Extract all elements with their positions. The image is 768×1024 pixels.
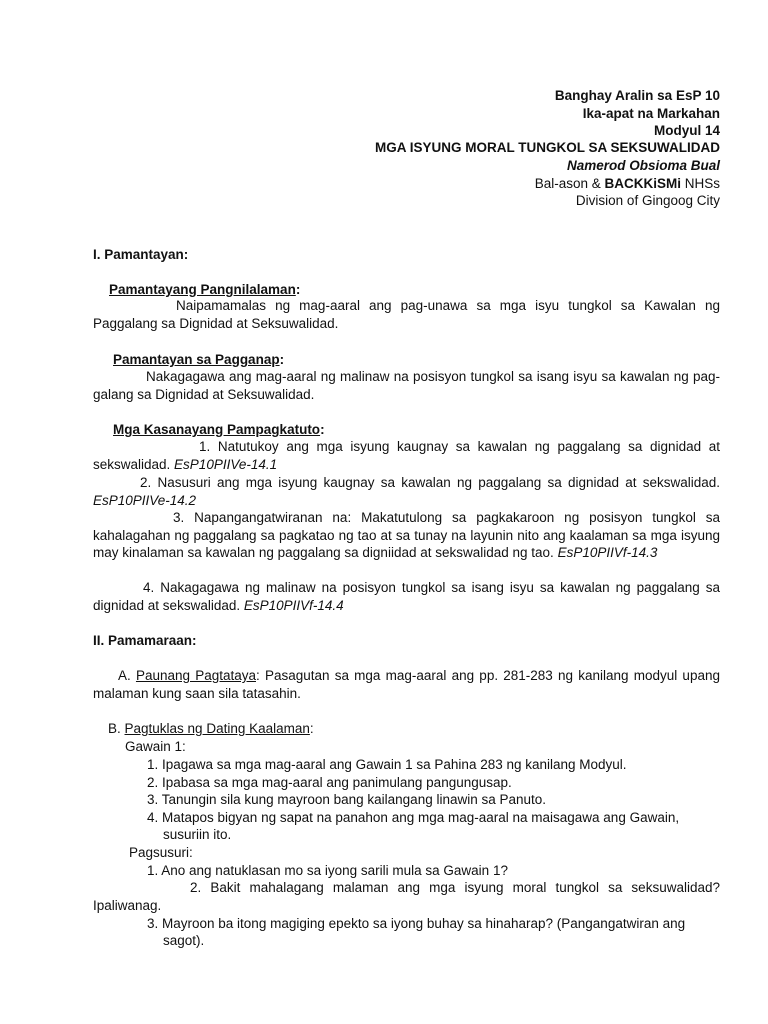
pagganap-label: Pamantayan sa Pagganap: [113, 352, 280, 367]
step-a: [93, 667, 720, 702]
step-a-prefix: A.: [118, 668, 136, 683]
kasanayan-item-3-text: 3. Napangangatwiranan na: Makatutulong sa pagkakaroon ng posisyon tungkol sa kahalagahan ng paggalang sa pagkatao ng tao at sa tunay na layunin nito ang kaalaman sa mga isyung may kinalaman sa kawalan ng paggalang sa digniidad at sekswalidad ng tao.: [93, 510, 720, 561]
school-line: [535, 175, 720, 192]
gawain-item-4-cont: susuriin ito.: [163, 827, 232, 842]
pagsusuri-item-3: 3. Mayroon ba itong magiging epekto sa iyong buhay sa hinaharap? (Pangangatwiran ang: [147, 916, 686, 931]
kasanayan-item-3-code: EsP10PIIVf-14.3: [557, 545, 658, 561]
document-title: MGA ISYUNG MORAL TUNGKOL SA SEKSUWALIDAD: [374, 140, 720, 155]
pangnilalaman-colon: :: [295, 282, 301, 297]
kasanayan-item-4-text: 4. Nakagagawa ng malinaw na posisyon tungkol sa isang isyu sa kawalan ng paggalang sa dignidad at sekswalidad.: [93, 580, 720, 613]
kasanayan-item-4-code: EsP10PIIVf-14.4: [243, 597, 344, 613]
step-a-label: Paunang Pagtataya: [135, 668, 256, 683]
division-line: Division of Gingoog City: [575, 193, 720, 208]
kasanayan-label: Mga Kasanayang Pampagkatuto: [113, 422, 321, 437]
kasanayan-heading: [113, 421, 325, 438]
kasanayan-item-4: [93, 579, 720, 614]
author-name: Namerod Obsioma Bual: [566, 158, 720, 173]
step-b-heading: [108, 720, 314, 737]
pagsusuri-item-2: 2. Bakit mahalagang malaman ang mga isyung moral tungkol sa seksuwalidad? Ipaliwanag.: [93, 880, 720, 913]
gawain-label: Gawain 1:: [125, 739, 186, 754]
gawain-item-4: 4. Matapos bigyan ng sapat na panahon ang mga mag-aaral na maisagawa ang Gawain,: [147, 810, 680, 825]
section-1-heading: I. Pamantayan:: [93, 247, 189, 262]
pagsusuri-item-1: 1. Ano ang natuklasan mo sa iyong sarili mula sa Gawain 1?: [147, 863, 508, 878]
school-suffix: NHSs: [680, 176, 720, 191]
school-prefix: Bal-ason &: [534, 176, 605, 191]
section-2-heading: II. Pamamaraan:: [93, 633, 197, 648]
pangnilalaman-heading: [109, 281, 300, 298]
pangnilalaman-text: Naipamamalas ng mag-aaral ang pag-unawa sa mga isyu tungkol sa Kawalan ng Paggalang sa Dignidad at Seksuwalidad.: [93, 298, 720, 331]
kasanayan-item-1: [93, 438, 720, 473]
kasanayan-item-2-code: EsP10PIIVe-14.2: [93, 492, 197, 508]
pangnilalaman-label: Pamantayang Pangnilalaman: [109, 282, 296, 297]
school-bold: BACKKiSMi: [604, 176, 681, 191]
step-a-text: : Pasagutan sa mga mag-aaral ang pp. 281-283 ng kanilang modyul upang malaman kung saan sila tatasahin.: [93, 668, 720, 701]
header-line2: Ika-apat na Markahan: [582, 106, 720, 121]
pagsusuri-item-3-cont: sagot).: [163, 933, 205, 948]
kasanayan-item-1-code: EsP10PIIVe-14.1: [174, 456, 278, 472]
kasanayan-colon: :: [320, 422, 325, 437]
pagsusuri-label: Pagsusuri:: [129, 845, 193, 860]
step-b-label: Pagtuklas ng Dating Kaalaman: [124, 721, 310, 736]
kasanayan-item-3: [93, 509, 720, 562]
kasanayan-item-1-text: 1. Natutukoy ang mga isyung kaugnay sa kawalan ng paggalang sa dignidad at sekswalidad.: [93, 439, 720, 472]
header-line1: Banghay Aralin sa EsP 10: [554, 88, 720, 103]
pagganap-text: Nakagagawa ang mag-aaral ng malinaw na posisyon tungkol sa isang isyu sa kawalan ng pag-galang sa Dignidad at Seksuwalidad.: [93, 369, 720, 402]
pagganap-colon: :: [279, 352, 285, 367]
gawain-item-1: 1. Ipagawa sa mga mag-aaral ang Gawain 1 sa Pahina 283 ng kanilang Modyul.: [147, 757, 627, 772]
kasanayan-item-2: [93, 474, 720, 509]
header-line3: Modyul 14: [653, 123, 720, 138]
kasanayan-item-2-text: 2. Nasusuri ang mga isyung kaugnay sa kawalan ng paggalang sa dignidad at sekswalidad.: [140, 475, 720, 490]
gawain-item-3: 3. Tanungin sila kung mayroon bang kailangang linawin sa Panuto.: [147, 792, 547, 807]
gawain-item-2: 2. Ipabasa sa mga mag-aaral ang panimulang pangungusap.: [147, 775, 512, 790]
pagganap-heading: [113, 351, 284, 368]
step-b-prefix: B.: [108, 721, 125, 736]
step-b-colon: :: [309, 721, 314, 736]
